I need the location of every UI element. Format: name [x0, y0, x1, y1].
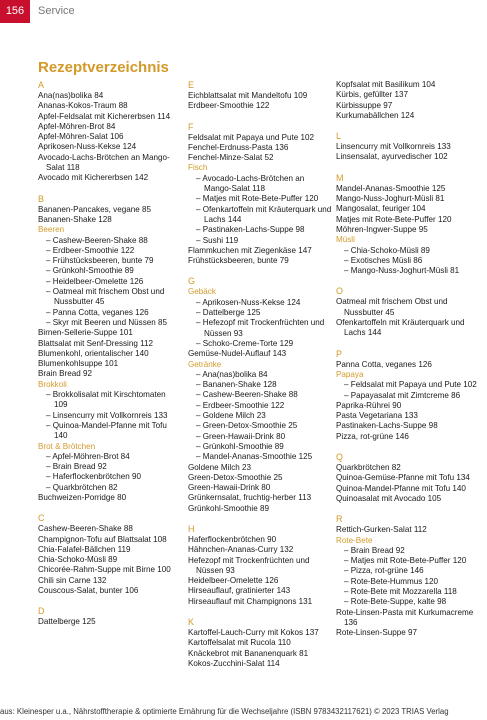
index-entry: Pastinaken-Lachs-Suppe 98: [336, 421, 438, 431]
index-subentry: – Bananen-Shake 128: [188, 380, 332, 390]
index-subentry: – Schoko-Creme-Torte 129: [188, 339, 332, 349]
index-entry: Pasta Vegetariana 133: [336, 411, 418, 421]
index-entry: Hirseauflauf, gratinierter 143: [188, 586, 291, 596]
index-entry: Chili sin Carne 132: [38, 575, 107, 585]
page-number-badge: 156: [0, 0, 30, 23]
index-entry: Chicorée-Rahm-Suppe mit Birne 100: [38, 565, 171, 575]
index-subentry: – Frühstücksbeeren, bunte 79: [38, 256, 174, 266]
index-subentry: – Avocado-Lachs-Brötchen an Mango-Salat 118: [188, 174, 332, 195]
index-subentry: – Mandel-Ananas-Smoothie 125: [188, 452, 332, 462]
index-letter-heading: P: [336, 348, 343, 359]
index-entry: Linsensalat, ayurvedischer 102: [336, 152, 448, 162]
index-entry: Quarkbrötchen 82: [336, 463, 401, 473]
index-entry: Apfel-Möhren-Brot 84: [38, 121, 116, 131]
index-entry: Panna Cotta, veganes 126: [336, 359, 432, 369]
index-entry: Oatmeal mit frischem Obst und Nussbutter 45: [336, 297, 448, 317]
index-subentry: – Aprikosen-Nuss-Kekse 124: [188, 298, 332, 308]
index-entry: Hefezopf mit Trockenfrüchten und Nüssen 93: [188, 555, 310, 575]
index-entry: Mangosalat, feuriger 104: [336, 204, 426, 214]
index-subentry: – Grünkohl-Smoothie 89: [188, 442, 332, 452]
index-entry: Linsencurry mit Vollkornreis 133: [336, 142, 451, 152]
index-entry: Frühstücksbeeren, bunte 79: [188, 256, 289, 266]
index-entry: Chia-Schoko-Müsli 89: [38, 555, 118, 565]
index-subheading: Papaya: [336, 369, 364, 379]
index-entry: Heidelbeer-Omelette 126: [188, 576, 279, 586]
index-column-2: [188, 80, 332, 669]
index-entry: Kurkumabällchen 124: [336, 110, 415, 120]
index-entry: Quinoa-Mandel-Pfanne mit Tofu 140: [336, 483, 466, 493]
index-subentry: – Cashew-Beeren-Shake 88: [188, 390, 332, 400]
index-entry: Kürbissuppe 97: [336, 100, 393, 110]
index-subheading: Müsli: [336, 235, 355, 245]
index-subentry: – Brokkolisalat mit Kirschtomaten 109: [38, 390, 174, 411]
index-subentry: – Quarkbrötchen 82: [38, 483, 174, 493]
index-subentry: – Feldsalat mit Papaya und Pute 102: [336, 380, 480, 390]
index-entry: Matjes mit Rote-Bete-Puffer 120: [336, 214, 452, 224]
index-entry: Bananen-Shake 128: [38, 214, 112, 224]
index-entry: Quinoasalat mit Avocado 105: [336, 493, 442, 503]
index-letter-heading: R: [336, 514, 343, 525]
index-letter-heading: L: [336, 131, 342, 142]
index-letter-heading: E: [188, 80, 195, 90]
index-subentry: – Matjes mit Rote-Bete-Puffer 120: [336, 556, 480, 566]
index-subentry: – Pizza, rot-grüne 146: [336, 566, 480, 576]
index-entry: Fenchel-Minze-Salat 52: [188, 153, 274, 163]
index-entry: Kokos-Zucchini-Salat 114: [188, 658, 280, 668]
index-entry: Goldene Milch 23: [188, 462, 251, 472]
index-subentry: – Exotisches Müsli 86: [336, 256, 480, 266]
index-entry: Flammkuchen mit Ziegenkäse 147: [188, 245, 312, 255]
index-entry: Kürbis, gefüllter 137: [336, 90, 408, 100]
index-subentry: – Chia-Schoko-Müsli 89: [336, 246, 480, 256]
index-letter-heading: G: [188, 276, 196, 287]
index-entry: Couscous-Salat, bunter 106: [38, 586, 139, 596]
index-subentry: – Erdbeer-Smoothie 122: [188, 401, 332, 411]
index-entry: Grünkohl-Smoothie 89: [188, 503, 269, 513]
index-subheading: Brokkoli: [38, 379, 67, 389]
index-entry: Grünkernsalat, fruchtig-herber 113: [188, 493, 312, 503]
index-entry: Dattelberge 125: [38, 617, 96, 627]
index-letter-heading: M: [336, 172, 344, 183]
index-entry: Cashew-Beeren-Shake 88: [38, 524, 133, 534]
index-entry: Birnen-Sellerie-Suppe 101: [38, 328, 133, 338]
index-entry: Blumenkohlsuppe 101: [38, 359, 119, 369]
index-subentry: – Erdbeer-Smoothie 122: [38, 246, 174, 256]
index-letter-heading: F: [188, 121, 194, 132]
index-subentry: – Rote-Bete mit Mozzarella 118: [336, 587, 480, 597]
index-subentry: – Brain Bread 92: [38, 462, 174, 472]
index-subentry: – Linsencurry mit Vollkornreis 133: [38, 411, 174, 421]
index-subentry: – Sushi 119: [188, 236, 332, 246]
index-entry: Buchweizen-Porridge 80: [38, 492, 127, 502]
index-entry: Ofenkartoffeln mit Kräuterquark und Lachs 144: [336, 318, 465, 338]
section-label: Service: [38, 5, 75, 17]
index-subentry: – Apfel-Möhren-Brot 84: [38, 452, 174, 462]
index-subentry: – Pastinaken-Lachs-Suppe 98: [188, 225, 332, 235]
index-entry: Avocado-Lachs-Brötchen an Mango-Salat 118: [38, 152, 170, 173]
index-column-1: [38, 80, 174, 628]
index-subentry: – Papayasalat mit Zimtcreme 86: [336, 391, 480, 401]
index-subentry: – Quinoa-Mandel-Pfanne mit Tofu 140: [38, 421, 174, 442]
index-letter-heading: Q: [336, 452, 344, 463]
index-subentry: – Grünkohl-Smoothie 89: [38, 266, 174, 276]
index-subentry: – Ana(nas)bolika 84: [188, 370, 332, 380]
index-entry: Mandel-Ananas-Smoothie 125: [336, 183, 446, 193]
index-entry: Rettich-Gurken-Salat 112: [336, 525, 427, 535]
index-subentry: – Green-Detox-Smoothie 25: [188, 421, 332, 431]
index-column-3: [336, 80, 480, 638]
index-subentry: – Haferflockenbrötchen 90: [38, 472, 174, 482]
index-entry: Apfel-Möhren-Salat 106: [38, 132, 124, 142]
index-entry: Green-Hawaii-Drink 80: [188, 483, 271, 493]
index-entry: Eichblattsalat mit Mandeltofu 109: [188, 91, 308, 100]
index-entry: Kartoffelsalat mit Rucola 110: [188, 638, 291, 648]
index-entry: Pizza, rot-grüne 146: [336, 431, 409, 441]
index-letter-heading: A: [38, 80, 45, 90]
index-subentry: – Ofenkartoffeln mit Kräuterquark und Lachs 144: [188, 205, 332, 226]
index-entry: Avocado mit Kichererbsen 142: [38, 173, 149, 183]
index-subheading: Gebäck: [188, 287, 216, 297]
index-entry: Erdbeer-Smoothie 122: [188, 101, 270, 111]
index-entry: Apfel-Feldsalat mit Kichererbsen 114: [38, 111, 171, 121]
index-subentry: – Rote-Bete-Suppe, kalte 98: [336, 597, 480, 607]
index-entry: Feldsalat mit Papaya und Pute 102: [188, 132, 314, 142]
index-subheading: Fisch: [188, 163, 208, 173]
index-entry: Aprikosen-Nuss-Kekse 124: [38, 142, 137, 152]
index-subentry: – Matjes mit Rote-Bete-Puffer 120: [188, 194, 332, 204]
page-title: Rezeptverzeichnis: [38, 59, 169, 76]
index-entry: Rote-Linsen-Pasta mit Kurkumacreme 136: [336, 607, 474, 627]
index-entry: Knäckebrot mit Bananenquark 81: [188, 648, 309, 658]
index-entry: Kopfsalat mit Basilikum 104: [336, 80, 436, 89]
index-subentry: – Goldene Milch 23: [188, 411, 332, 421]
index-subentry: – Hefezopf mit Trockenfrüchten und Nüssen 93: [188, 318, 332, 339]
index-entry: Kartoffel-Lauch-Curry mit Kokos 137: [188, 628, 319, 638]
index-entry: Mango-Nuss-Joghurt-Müsli 81: [336, 194, 445, 204]
source-footer: aus: Kleinesper u.a., Nährstofftherapie & optimierte Ernährung für die Wechseljahre (ISBN 9783432117621) © 2023 TRIAS Verlag: [0, 707, 449, 716]
index-subentry: – Brain Bread 92: [336, 546, 480, 556]
index-entry: Haferflockenbrötchen 90: [188, 534, 277, 544]
index-subheading: Beeren: [38, 225, 65, 235]
index-entry: Chia-Falafel-Bällchen 119: [38, 544, 131, 554]
index-letter-heading: K: [188, 617, 195, 628]
index-subentry: – Dattelberge 125: [188, 308, 332, 318]
index-letter-heading: O: [336, 286, 344, 297]
index-entry: Möhren-Ingwer-Suppe 95: [336, 224, 428, 234]
index-entry: Rote-Linsen-Suppe 97: [336, 628, 417, 638]
index-entry: Ana(nas)bolika 84: [38, 91, 104, 100]
index-entry: Bananen-Pancakes, vegane 85: [38, 204, 151, 214]
index-entry: Blumenkohl, orientalischer 140: [38, 348, 149, 358]
index-entry: Quinoa-Gemüse-Pfanne mit Tofu 134: [336, 473, 470, 483]
index-letter-heading: B: [38, 193, 45, 204]
index-entry: Hähnchen-Ananas-Curry 132: [188, 545, 294, 555]
index-letter-heading: D: [38, 606, 45, 617]
index-subentry: – Heidelbeer-Omelette 126: [38, 277, 174, 287]
index-entry: Hirseauflauf mit Champignons 131: [188, 596, 313, 606]
index-entry: Blattsalat mit Senf-Dressing 112: [38, 338, 154, 348]
index-subheading: Rote-Bete: [336, 535, 373, 545]
index-subentry: – Rote-Bete-Hummus 120: [336, 577, 480, 587]
index-entry: Fenchel-Erdnuss-Pasta 136: [188, 142, 289, 152]
index-subentry: – Cashew-Beeren-Shake 88: [38, 236, 174, 246]
index-subheading: Getränke: [188, 359, 222, 369]
index-subentry: – Oatmeal mit frischem Obst und Nussbutter 45: [38, 287, 174, 308]
index-subentry: – Mango-Nuss-Joghurt-Müsli 81: [336, 266, 480, 276]
index-entry: Brain Bread 92: [38, 369, 92, 379]
index-letter-heading: H: [188, 523, 195, 534]
index-entry: Paprika-Rührei 90: [336, 400, 402, 410]
index-entry: Champignon-Tofu auf Blattsalat 108: [38, 534, 167, 544]
index-subentry: – Skyr mit Beeren und Nüssen 85: [38, 318, 174, 328]
index-entry: Ananas-Kokos-Traum 88: [38, 101, 128, 111]
index-subentry: – Green-Hawaii-Drink 80: [188, 432, 332, 442]
index-subentry: – Panna Cotta, veganes 126: [38, 308, 174, 318]
index-letter-heading: C: [38, 513, 45, 524]
index-entry: Green-Detox-Smoothie 25: [188, 472, 283, 482]
index-subheading: Brot & Brötchen: [38, 441, 96, 451]
index-entry: Gemüse-Nudel-Auflauf 143: [188, 349, 287, 359]
